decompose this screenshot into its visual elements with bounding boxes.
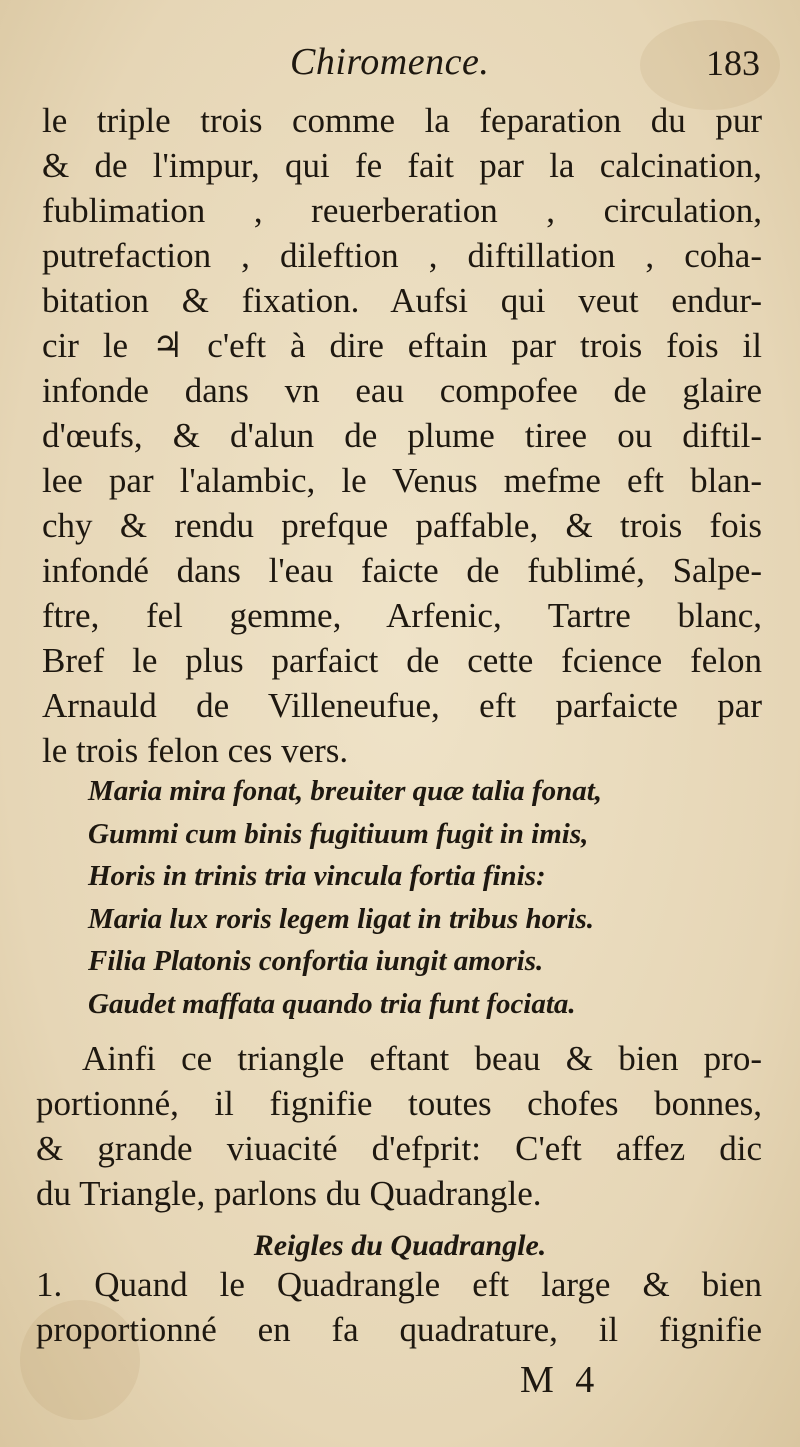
text-line: d'œufs, & d'alun de plume tiree ou diftil-	[42, 416, 762, 455]
text-line: le triple trois comme la feparation du pur	[42, 101, 762, 140]
text-line: portionné, il fignifie toutes chofes bonnes,	[36, 1084, 762, 1123]
verse-line: Horis in trinis tria vincula fortia finis:	[88, 860, 546, 892]
text-line: putrefaction , dileftion , diftillation , coha-	[42, 236, 762, 275]
paragraph-1	[42, 98, 762, 773]
text-line: infonde dans vn eau compofee de glaire	[42, 371, 762, 410]
text-line: cir le ♃ c'eft à dire eftain par trois fois il	[42, 326, 762, 365]
page-header	[0, 40, 800, 100]
verse-line: Gummi cum binis fugitiuum fugit in imis,	[88, 817, 589, 850]
text-line: ftre, fel gemme, Arfenic, Tartre blanc,	[42, 596, 762, 635]
text-line: & de l'impur, qui fe fait par la calcination,	[42, 146, 762, 185]
text-line: & grande viuacité d'efprit: C'eft affez dic	[36, 1129, 762, 1168]
verse-line: Gaudet maffata quando tria funt fociata.	[88, 987, 576, 1020]
text-line: du Triangle, parlons du Quadrangle.	[36, 1174, 542, 1213]
text-line: Arnauld de Villeneufue, eft parfaicte par	[42, 686, 762, 725]
verse-line: Maria lux roris legem ligat in tribus horis.	[88, 902, 595, 935]
paragraph-3	[36, 1262, 762, 1352]
text-line: Ainfi ce triangle eftant beau & bien pro-	[82, 1039, 762, 1078]
text-line: lee par l'alambic, le Venus mefme eft blan-	[42, 461, 762, 500]
latin-verses	[88, 770, 728, 1025]
text-line: 1. Quand le Quadrangle eft large & bien	[36, 1265, 762, 1304]
text-line: bitation & fixation. Aufsi qui veut endur-	[42, 281, 762, 320]
section-heading: Reigles du Quadrangle.	[253, 1229, 547, 1262]
text-line: chy & rendu prefque paffable, & trois fois	[42, 506, 762, 545]
text-line: infondé dans l'eau faicte de fublimé, Salpe-	[42, 551, 762, 590]
verse-line: Maria mira fonat, breuiter quæ talia fonat,	[88, 775, 603, 807]
page-number: 183	[706, 43, 760, 83]
text-line: proportionné en fa quadrature, il fignifie	[36, 1310, 762, 1349]
signature-mark: M 4	[520, 1359, 601, 1401]
running-head: Chiromence.	[290, 41, 490, 83]
text-line: le trois felon ces vers.	[42, 731, 349, 770]
text-line: Bref le plus parfaict de cette fcience felon	[42, 641, 762, 680]
text-line: fublimation , reuerberation , circulation,	[42, 191, 762, 230]
verse-line: Filia Platonis confortia iungit amoris.	[88, 945, 544, 977]
paragraph-2	[36, 1036, 762, 1216]
